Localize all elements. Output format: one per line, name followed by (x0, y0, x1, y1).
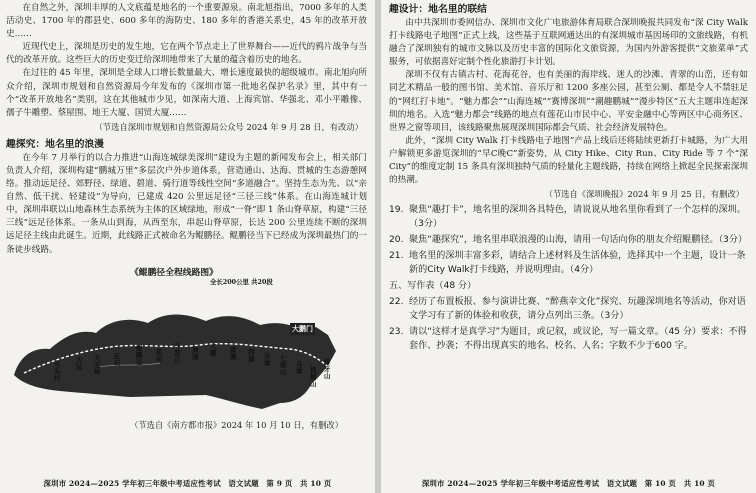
source-citation-1: （节选自深圳市规划和自然资源局公众号 2024 年 9 月 28 日，有改动） (94, 121, 363, 132)
map-pin-label: 鲲鹏径 (136, 343, 143, 366)
design-paragraph-1: 由中共深圳市委网信办、深圳市文化广电旅游体育局联合深圳晚报共同发布“深 City Walk 打卡线路电子地图”正式上线，这些基于互联网通达出的有深圳城市基因场印的文旅线路，有机融合了深圳独有的城市文脉以及历史丰富的国际化文旅资源，为国内外游客提供“文旅菜单”式服务，可依据喜好定制个性化旅游打卡计划。 (389, 18, 748, 68)
design-paragraph-3: 此外，“深圳 City Walk 打卡线路电子地图”产品上线后还将陆续更新打卡城路，为广大用户解锁更多游览深圳的“早C晚C”新姿势，从 City Hike、City Run、City Ride 等 7 个“深 City”的维度定制 15 条具有深圳独特气质的轻量化主题线路，持续在网络上掀起全民探索深圳的热潮。 (389, 135, 748, 186)
section-five-title: 五、写作表（48 分） (389, 281, 477, 292)
page-footer-right: 深圳市 2024—2025 学年初三年级中考适应性考试 语文试题 第 10 页 共 10 页 (421, 479, 716, 488)
question-number: 19. (389, 205, 404, 216)
map-pin-label: 南澳 (230, 345, 237, 361)
design-paragraph-2: 深圳不仅有古镇古村、花海花谷，也有美丽的海岸线、迷人的沙滩、青翠的山峦，还有如同艺术精品一般的图书馆、美术馆、音乐厅和 1200 多座公园，甚至公厕、都是令人不禁驻足的“网红打卡地”。“魅力都会”“山海连城”“赛博深圳”“潮趣鹏城”“漫步特区”五大主题串连起深圳的地名。入选“魅力都会”线路的地点有莲花山市民中心、平安金融中心等两区中心商务区、世界之窗等项目，该线路聚焦展现深圳国际都会气质、社会经济发展特色。 (389, 70, 748, 133)
question-item (389, 233, 748, 247)
map-title: 《鲲鹏径全程线路图》 (130, 267, 218, 278)
question-item (389, 249, 748, 277)
exam-page-right (381, 0, 756, 493)
question-text: 聚焦“趣探究”，地名里串联浪漫的山海，请用一句话向你的朋友介绍鲲鹏径。（3分） (409, 235, 748, 246)
map-subtitle: 全长200公里 共20段 (210, 277, 273, 286)
source-citation-2: （节选自《南方都市报》2024 年 10 月 10 日，有删改） (129, 419, 343, 430)
intro-paragraph-2: 近现代史上，深圳是历史的发生地，它在两个节点走上了世界舞台——近代的鸦片战争与当代的改革开放。这些巨大的历史变迁给深圳地带来了大量的蕴含着历史的地名。 (6, 42, 367, 66)
question-number: 21. (389, 251, 404, 262)
question-item (389, 203, 748, 231)
map-pin-label: 大王岭 (94, 353, 101, 376)
intro-paragraph-1: 在自然之外，深圳丰厚的人文底蕴是地名的一个重要源泉。南北旭指出，7000 多年的人类活动史、1700 年的郡县史、600 多年的海防史、180 多年的香港关系史，45 年的改革开放史…… (6, 3, 367, 40)
question-item (389, 325, 748, 353)
map-pin-label: 正坑 (114, 351, 121, 367)
map-pin-label: 葵涌 (192, 345, 199, 361)
question-text: 经历了布置板报、参与演讲比赛、“醉燕幸文化”探究、玩趣深圳地名等活动，你对语文学习有了新的体验和收获，请分点列出三条。（3分） (409, 297, 746, 322)
map-pin-label: 乌涌 (296, 359, 303, 375)
question-item (389, 295, 748, 323)
map-illustration (10, 263, 362, 415)
question-number: 23. (389, 327, 404, 338)
map-pin-label: 马峦山 (174, 341, 181, 364)
trail-map (10, 263, 362, 415)
explore-paragraph: 在今年 7 月举行的以合力推进“山海连城绿美深圳”建设为主题的新闻发布会上，相关部门负责人介绍，深圳构建“鹏城万里”多层次户外步道体系，营造通山、达海、贯城的生态游憩网络。推动远足径、郊野径、绿道、碧道、骑行道等线性空间“多道融合”。坚持生态为先、以“亲自然、低干扰、轻建设”为导向，已建成 420 公里远足径“三径三线”体系。在山海连城计划中，深圳串联以山地森林生态系统为主体的区域绿地，形成“一脊”即 1 条山脊草原，构建“三径三线”远足径体系。一条从山到海，从西至东，串起山脊草原，长达 200 公里连续不断的深圳远足径主线由此诞生。近期，此线路正式被命名为鲲鹏径。鲲鹏径当下已经成为深圳最热门的一条徒步线路。 (6, 152, 367, 255)
question-number: 20. (389, 235, 404, 246)
map-pin-label: 大鹏 (210, 341, 217, 357)
map-pin-label: 大运 (76, 355, 83, 371)
map-pin-label: 七娘山 (280, 353, 287, 376)
question-text: 聚焦“趣打卡”，地名里的深圳各具特色，请说说从地名里你看到了一个怎样的深圳。（3分） (409, 205, 746, 230)
section-title-explore: 趣探究：地名里的浪漫 (6, 138, 104, 150)
map-end-marker: 大鹏门 (292, 323, 313, 333)
source-citation-3: （节选自《深圳晚报》2024 年 9 月 25 日，有删改） (544, 189, 744, 200)
question-text: 请以“这样才是真学习”为题目，或记叙，或议论，写一篇文章。（45 分）要求：不得套作、抄袭；不得出现真实的地名、校名、人名；字数不少于600 字。 (409, 327, 747, 352)
intro-paragraph-3: 在过往的 45 年里，深圳是全球人口增长数量最大、增长速度最快的超级城市。南北旭向所众介绍，深圳市规划和自然资源局今年发布的《深圳市第一批地名保护名录》里，其中有一个“改革开放地名”类别，这在其他城市少见，如深南大道、上海宾馆、华强北、邓小平雕像、孺子牛雕塑、蔡屋围、地王大厦、国贸大厦…… (6, 68, 367, 118)
map-pin-label: 梧桐山 (310, 365, 317, 388)
map-pin-label: 盐田 (156, 347, 163, 363)
map-pin-label: 西涌 (248, 347, 255, 363)
question-text: 地名里的深圳丰富多彩，请结合上述材料及生活体验，选择其中一个主题，设计一条新的City Walk打卡线路，并说明理由。（4分） (409, 251, 746, 276)
map-pin-label: 东头村 (54, 359, 61, 382)
section-heading-writing (389, 279, 748, 293)
question-number: 22. (389, 297, 404, 308)
map-pin-label: 排牙山 (324, 357, 331, 380)
map-pin-label: 东涌 (264, 351, 271, 367)
section-title-design: 趣设计：地名里的联结 (389, 4, 487, 15)
page-footer-left: 深圳市 2024—2025 学年初三年级中考适应性考试 语文试题 第 9 页 共 10 页 (43, 479, 332, 488)
exam-page-left (0, 0, 375, 493)
